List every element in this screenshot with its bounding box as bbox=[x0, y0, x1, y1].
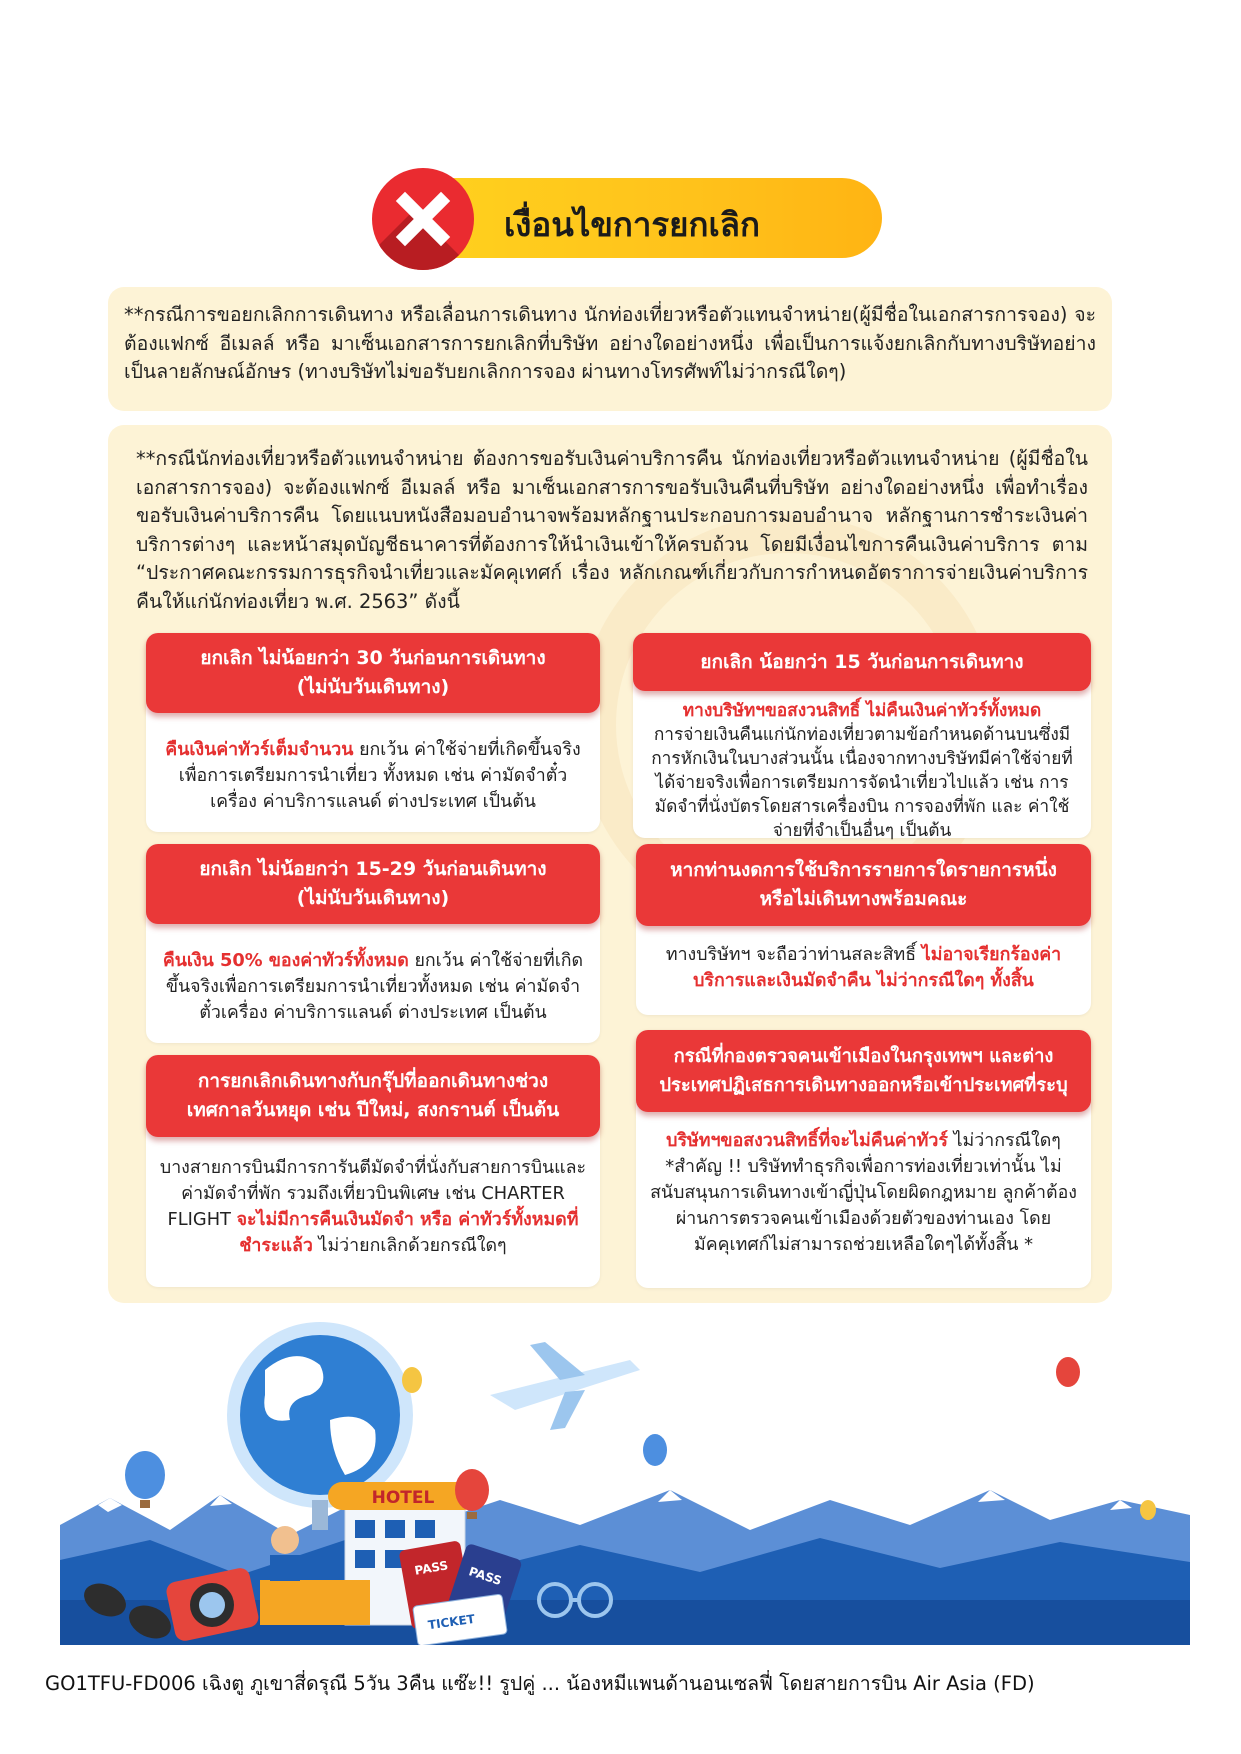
condition-card-under-15-days bbox=[633, 633, 1091, 841]
refund-conditions-panel bbox=[108, 425, 1112, 1303]
card-body bbox=[648, 1128, 1079, 1258]
condition-card-15-29-days bbox=[146, 844, 600, 1043]
card-text: ยกเว้น ค่าใช้จ่ายที่เกิดขึ้นจริงเพื่อการเตรียมการนำเที่ยว ทั้งหมด เช่น ค่ามัดจำตั๋วเครื่อง ค่าบริการแลนด์ ต่างประเทศ เป็นต้น bbox=[178, 739, 581, 812]
card-subtitle: หรือไม่เดินทางพร้อมคณะ bbox=[759, 888, 968, 910]
card-title: การยกเลิกเดินทางกับกรุ๊ปที่ออกเดินทางช่วง bbox=[197, 1070, 549, 1092]
card-header bbox=[633, 633, 1091, 691]
card-highlight: จะไม่มีการคืนเงินมัดจำ หรือ ค่าทัวร์ทั้งหมดที่ชำระแล้ว bbox=[236, 1209, 579, 1256]
refund-notice-text: **กรณีนักท่องเที่ยวหรือตัวแทนจำหน่าย ต้องการขอรับเงินค่าบริการคืน นักท่องเที่ยวหรือตัวแทนจำหน่าย (ผู้มีชื่อในเอกสารการจอง) จะต้องแฟกซ์ อีเมลล์ หรือ มาเซ็นเอกสารการขอรับเงินคืนที่บริษัท อย่างใดอย่างหนึ่ง เพื่อทำเรื่องขอรับเงินค่าบริการคืน โดยแนบหนังสือมอบอำนาจพร้อมหลักฐานประกอบการมอบอำนาจ หลักฐานการชำระเงินค่าบริการต่างๆ และหน้าสมุดบัญชีธนาคารที่ต้องการให้นำเงินเข้าให้ครบถ้วน โดยมีเงื่อนไขการคืนเงินค่าบริการ ตาม “ประกาศคณะกรรมการธุรกิจนำเที่ยวและมัคคุเทศก์ เรื่อง หลักเกณฑ์เกี่ยวกับการกำหนดอัตราการจ่ายเงินค่าบริการคืนให้แก่นักท่องเที่ยว พ.ศ. 2563” ดังนี้ bbox=[136, 447, 1088, 613]
card-body bbox=[648, 942, 1079, 994]
card-title: หากท่านงดการใช้บริการรายการใดรายการหนึ่ง bbox=[670, 859, 1057, 881]
svg-text:TICKET: TICKET bbox=[427, 1611, 476, 1633]
card-title: ยกเลิก น้อยกว่า 15 วันก่อนการเดินทาง bbox=[700, 650, 1024, 673]
condition-card-immigration bbox=[636, 1030, 1091, 1288]
card-header bbox=[146, 633, 600, 713]
receptionist bbox=[271, 1526, 299, 1554]
card-title: ยกเลิก ไม่น้อยกว่า 15-29 วันก่อนเดินทาง bbox=[199, 858, 547, 880]
airplane-icon bbox=[490, 1342, 640, 1430]
card-header bbox=[146, 1055, 600, 1137]
card-highlight: ไม่อาจเรียกร้องค่าบริการและเงินมัดจำคืน ไม่ว่ากรณีใดๆ ทั้งสิ้น bbox=[693, 944, 1062, 991]
card-highlight: คืนเงิน 50% ของค่าทัวร์ทั้งหมด bbox=[162, 950, 409, 971]
card-header bbox=[636, 844, 1091, 926]
condition-card-holiday bbox=[146, 1055, 600, 1287]
cancellation-notice-panel bbox=[108, 287, 1112, 411]
cancellation-notice-text: **กรณีการขอยกเลิกการเดินทาง หรือเลื่อนการเดินทาง นักท่องเที่ยวหรือตัวแทนจำหน่าย(ผู้มีชื่อในเอกสารการจอง) จะต้องแฟกซ์ อีเมลล์ หรือ มาเซ็นเอกสารการยกเลิกที่บริษัท อย่างใดอย่างหนึ่ง เพื่อเป็นการแจ้งยกเลิกกับทางบริษัทอย่างเป็นลายลักษณ์อักษร (ทางบริษัทไม่ขอรับยกเลิกการจอง ผ่านทางโทรศัพท์ไม่ว่ากรณีใดๆ) bbox=[124, 303, 1096, 383]
reception-desk bbox=[260, 1580, 370, 1625]
card-text: ยกเว้น ค่าใช้จ่ายที่เกิดขึ้นจริงเพื่อการเตรียมการนำเที่ยวทั้งหมด เช่น ค่ามัดจำตั๋วเครื่อง ค่าบริการแลนด์ ต่างประเทศ เป็นต้น bbox=[165, 950, 584, 1023]
card-text: บางสายการบินมีการการันตีมัดจำที่นั่งกับสายการบินและค่ามัดจำที่พัก รวมถึงเที่ยวบินพิเศษ เช่น CHARTER FLIGHT bbox=[159, 1157, 587, 1230]
card-highlight: บริษัทฯขอสงวนสิทธิ์ที่จะไม่คืนค่าทัวร์ bbox=[666, 1130, 948, 1151]
close-icon bbox=[372, 168, 474, 270]
card-body bbox=[158, 737, 588, 815]
svg-text:PASS: PASS bbox=[467, 1564, 504, 1589]
card-text: การจ่ายเงินคืนแก่นักท่องเที่ยวตามข้อกำหนดด้านบนซึ่งมีการหักเงินในบางส่วนนั้น เนื่องจากทางบริษัทมีค่าใช้จ่ายที่ได้จ่ายจริงเพื่อการเตรียมการจัดนำเที่ยวไปแล้ว เช่น การมัดจำที่นั่งบัตรโดยสารเครื่องบิน การจองที่พัก และ ค่าใช้จ่ายที่จำเป็นอื่นๆ เป็นต้น bbox=[651, 725, 1073, 841]
card-highlight: คืนเงินค่าทัวร์เต็มจำนวน bbox=[165, 739, 354, 760]
card-subtitle: (ไม่นับวันเดินทาง) bbox=[296, 887, 450, 909]
travel-illustration bbox=[60, 1300, 1190, 1645]
card-title: กรณีที่กองตรวจคนเข้าเมืองในกรุงเทพฯ และต่าง bbox=[673, 1046, 1054, 1067]
card-text: ไม่ว่ากรณีใดๆ *สำคัญ !! บริษัททำธุรกิจเพื่อการท่องเที่ยวเท่านั้น ไม่สนับสนุนการเดินทางเข้าญี่ปุ่นโดยผิดกฎหมาย ลูกค้าต้องผ่านการตรวจคนเข้าเมืองด้วยตัวของท่านเอง โดยมัคคุเทศก์ไม่สามารถช่วยเหลือใดๆได้ทั้งสิ้น * bbox=[650, 1130, 1077, 1255]
card-subtitle: เทศกาลวันหยุด เช่น ปีใหม่, สงกรานต์ เป็นต้น bbox=[186, 1099, 560, 1121]
card-header bbox=[146, 844, 600, 924]
title-banner bbox=[372, 168, 882, 272]
condition-card-30-days bbox=[146, 633, 600, 832]
card-header bbox=[636, 1030, 1091, 1112]
card-title: ยกเลิก ไม่น้อยกว่า 30 วันก่อนการเดินทาง bbox=[200, 647, 546, 669]
card-body bbox=[158, 948, 588, 1026]
page-title: เงื่อนไขการยกเลิก bbox=[504, 205, 760, 244]
card-body bbox=[645, 699, 1079, 843]
card-highlight: ทางบริษัทฯขอสงวนสิทธิ์ ไม่คืนเงินค่าทัวร์ทั้งหมด bbox=[682, 701, 1042, 721]
hotel-sign: HOTEL bbox=[371, 1488, 435, 1508]
card-body bbox=[158, 1155, 588, 1259]
svg-text:PASS: PASS bbox=[413, 1558, 450, 1578]
document-footer: GO1TFU-FD006 เฉิงตู ภูเขาสี่ดรุณี 5วัน 3คืน แซ๊ะ!! รูปคู่ ... น้องหมีแพนด้านอนเซลฟี่ โดยสายการบิน Air Asia (FD) bbox=[45, 1672, 1035, 1695]
card-text: ทางบริษัทฯ จะถือว่าท่านสละสิทธิ์ bbox=[665, 944, 922, 965]
condition-card-no-show bbox=[636, 844, 1091, 1015]
card-subtitle: ประเทศปฏิเสธการเดินทางออกหรือเข้าประเทศที่ระบุ bbox=[659, 1075, 1068, 1096]
card-text-tail: ไม่ว่ายกเลิกด้วยกรณีใดๆ bbox=[312, 1235, 507, 1256]
card-subtitle: (ไม่นับวันเดินทาง) bbox=[296, 676, 450, 698]
